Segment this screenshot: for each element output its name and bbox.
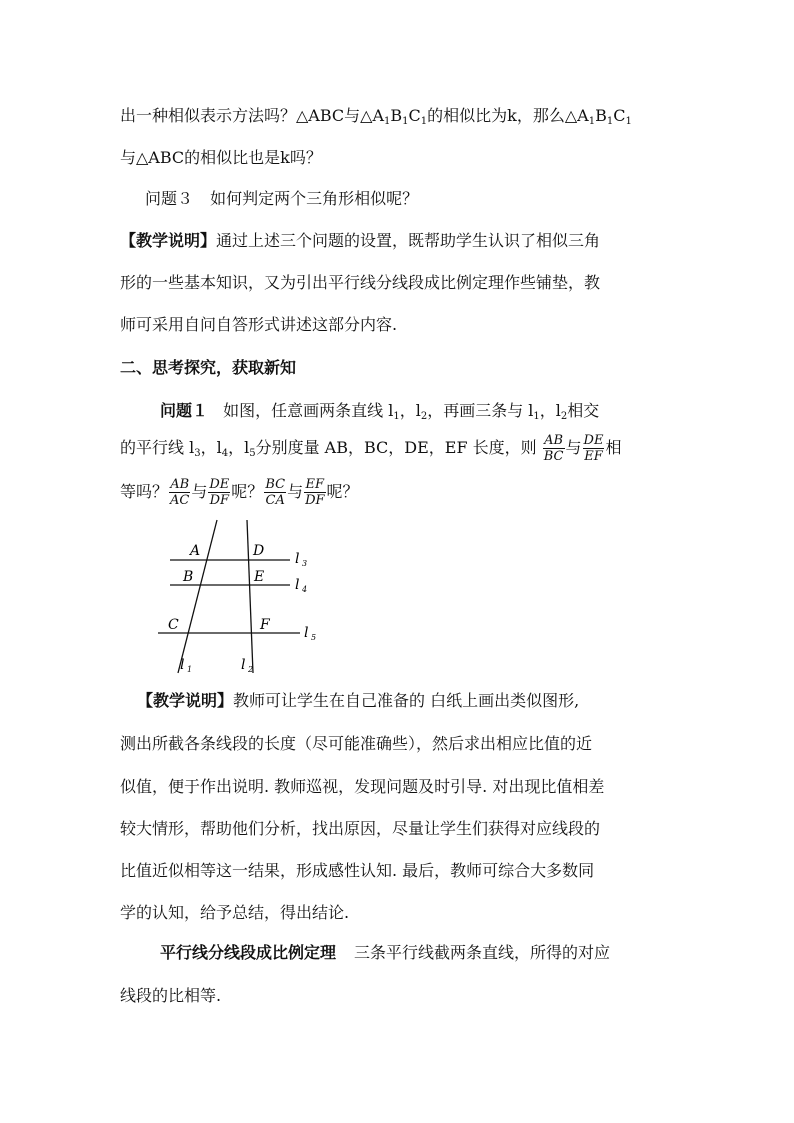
text: 与 — [565, 438, 582, 457]
parallel-lines-figure — [150, 515, 330, 675]
l1-subscript: 1 — [187, 665, 193, 674]
note-label: 【教学说明】 — [137, 691, 234, 710]
numerator: AB — [544, 433, 564, 448]
note2-line1 — [137, 688, 579, 714]
text: 出一种相似表示方法吗？△ABC与△A — [120, 106, 385, 125]
l3-subscript: 3 — [302, 559, 308, 568]
denominator: DF — [305, 493, 325, 508]
numerator: EF — [305, 477, 325, 492]
l1-label: l — [180, 657, 185, 673]
fraction-de-ef — [583, 433, 605, 464]
question-text: 如何判定两个三角形相似呢？ — [210, 189, 419, 208]
text: C — [408, 106, 421, 125]
theorem-line1 — [160, 940, 610, 966]
question-label: 问题３ — [145, 189, 194, 208]
note1-line1 — [120, 228, 600, 254]
question-3 — [145, 186, 418, 212]
subscript: 2 — [420, 411, 428, 422]
subscript: 1 — [533, 411, 540, 422]
l4-subscript: 4 — [302, 585, 308, 594]
subscript: 1 — [393, 411, 400, 422]
text: B — [390, 106, 403, 125]
l2-subscript: 2 — [248, 665, 254, 674]
text: B — [595, 106, 607, 125]
subscript: 3 — [194, 448, 201, 459]
text: 分别度量 AB，BC，DE，EF 长度，则 — [255, 438, 537, 457]
text: 相 — [605, 438, 622, 457]
subscript: 1 — [588, 116, 596, 127]
fraction-ef-df — [304, 477, 325, 508]
subscript: 1 — [402, 116, 409, 127]
text: 通过上述三个问题的设置，既帮助学生认识了相似三角 — [216, 231, 601, 250]
denominator: EF — [584, 449, 603, 464]
text: 与 — [287, 482, 304, 501]
denominator: AC — [170, 493, 190, 508]
text: 的平行线 l — [120, 438, 195, 457]
l3-label: l — [295, 551, 300, 567]
subscript: 1 — [420, 116, 428, 127]
numerator: DE — [583, 433, 604, 448]
point-f-label: F — [260, 617, 270, 633]
denominator: BC — [543, 449, 564, 464]
text: 等吗？ — [120, 482, 169, 501]
note-label: 【教学说明】 — [120, 231, 217, 250]
note2-line2: 测出所截各条线段的长度（尽可能准确些），然后求出相应比值的近 — [120, 734, 593, 753]
numerator: AB — [170, 477, 190, 492]
fraction-bc-ca — [264, 477, 286, 508]
text: ，l — [200, 438, 222, 457]
para1-line2: 与△ABC的相似比也是k吗？ — [120, 148, 322, 167]
text: 三条平行线截两条直线，所得的对应 — [354, 943, 611, 962]
denominator: CA — [265, 493, 285, 508]
q1-line2 — [120, 428, 621, 468]
text: ，再画三条与 l — [427, 401, 534, 420]
note1-line2: 形的一些基本知识，又为引出平行线分线段成比例定理作些铺垫，教 — [120, 273, 601, 292]
text: 相交 — [567, 401, 600, 420]
subscript: 4 — [221, 448, 229, 459]
text: 教师可让学生在自己准备的 白纸上画出类似图形, — [233, 691, 580, 710]
l5-label: l — [304, 625, 309, 641]
subscript: 1 — [384, 116, 391, 127]
note2-line6: 学的认知，给予总结，得出结论. — [120, 903, 350, 922]
question-label: 问题１ — [160, 401, 209, 420]
text: 呢？ — [326, 482, 359, 501]
subscript: 1 — [606, 116, 614, 127]
point-c-label: C — [168, 617, 179, 633]
subscript: 2 — [560, 411, 568, 422]
text: ，l — [228, 438, 250, 457]
note2-line3: 似值，便于作出说明. 教师巡视，发现问题及时引导. 对出现比值相差 — [120, 777, 605, 796]
l5-subscript: 5 — [311, 633, 317, 642]
text: ，l — [539, 401, 561, 420]
subscript: 5 — [249, 448, 256, 459]
point-a-label: A — [190, 543, 201, 559]
q1-line1 — [160, 398, 599, 424]
l4-label: l — [295, 577, 300, 593]
point-e-label: E — [254, 569, 265, 585]
text: C — [613, 106, 626, 125]
para1-line1 — [120, 103, 675, 129]
fraction-de-df — [208, 477, 230, 508]
numerator: DE — [209, 477, 230, 492]
point-d-label: D — [253, 543, 265, 559]
fraction-ab-ac — [169, 477, 190, 508]
note2-line5: 比值近似相等这一结果，形成感性认知. 最后，教师可综合大多数同 — [120, 861, 595, 880]
numerator: BC — [265, 477, 286, 492]
q1-line3 — [120, 472, 359, 512]
text: 如图，任意画两条直线 l — [223, 401, 394, 420]
text: 的相似比为k，那么△A — [427, 106, 589, 125]
theorem-line2: 线段的比相等. — [120, 986, 222, 1005]
point-b-label: B — [183, 569, 194, 585]
text: 呢？ — [231, 482, 264, 501]
text: 与 — [191, 482, 208, 501]
subscript: 1 — [625, 116, 632, 127]
fraction-ab-bc — [543, 433, 565, 464]
note1-line3: 师可采用自问自答形式讲述这部分内容. — [120, 315, 398, 334]
denominator: DF — [209, 493, 230, 508]
text: ，l — [399, 401, 421, 420]
section-title: 二、思考探究，获取新知 — [120, 358, 297, 377]
note2-line4: 较大情形，帮助他们分析，找出原因，尽量让学生们获得对应线段的 — [120, 819, 601, 838]
theorem-title: 平行线分线段成比例定理 — [160, 943, 337, 962]
l2-label: l — [241, 657, 246, 673]
